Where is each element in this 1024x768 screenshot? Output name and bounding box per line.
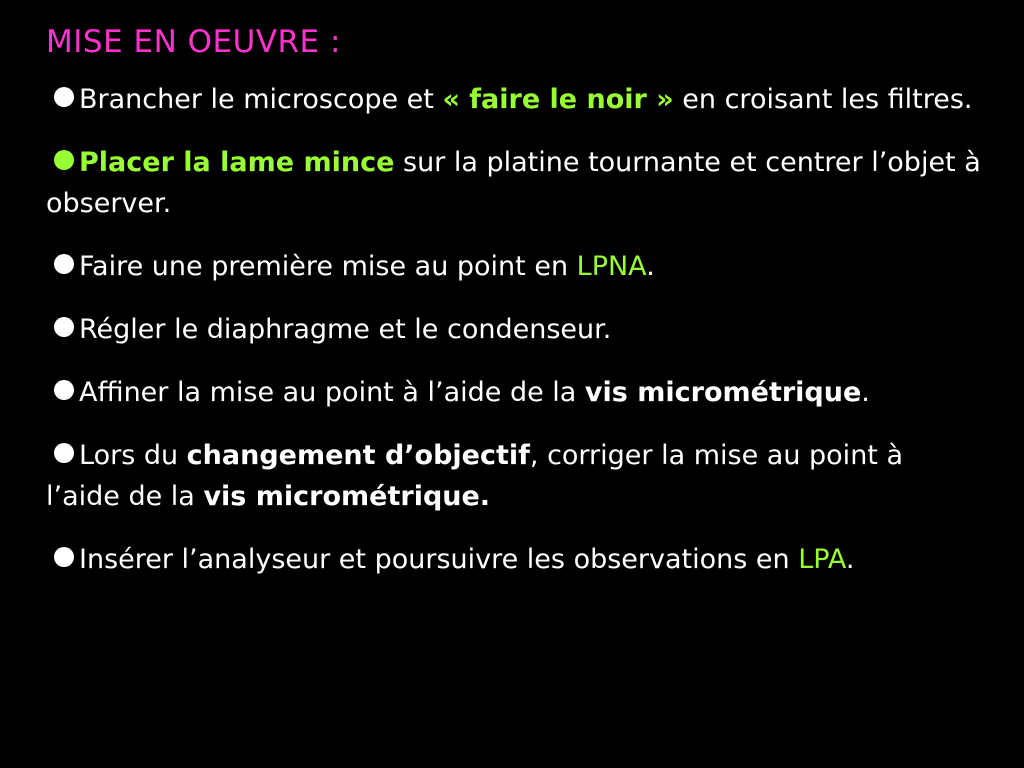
bullet-text-segment: vis micrométrique. — [203, 481, 491, 512]
bullet-item — [46, 435, 984, 517]
slide-title: MISE EN OEUVRE : — [46, 24, 341, 60]
bullet-item — [46, 539, 984, 580]
bullet-text-segment: sur la platine tournante et centrer l’objet à observer. — [46, 147, 981, 219]
bullet-dot-icon — [54, 380, 74, 400]
bullet-text-segment: LPNA — [576, 251, 647, 282]
bullet-item — [46, 246, 984, 287]
bullet-text-segment: Brancher le microscope et — [79, 84, 443, 115]
bullet-text-segment: Faire une première mise au point en — [79, 251, 577, 282]
bullet-dot-icon — [54, 443, 74, 463]
bullet-text-segment: Placer la lame mince — [79, 147, 395, 178]
bullet-dot-icon — [54, 150, 74, 170]
bullet-text-segment: « faire le noir » — [442, 84, 674, 115]
bullet-text-segment: Insérer l’analyseur et poursuivre les observations en — [79, 544, 799, 575]
bullet-text-segment: Affiner la mise au point à l’aide de la — [79, 377, 585, 408]
bullet-text-segment: . — [861, 377, 870, 408]
bullet-dot-icon — [54, 87, 74, 107]
bullet-item — [46, 79, 984, 120]
bullet-text-segment: . — [646, 251, 655, 282]
bullet-text-segment: LPA — [798, 544, 846, 575]
bullet-text-segment: Lors du — [79, 440, 187, 471]
bullet-text-segment: Régler le diaphragme et le condenseur. — [79, 314, 612, 345]
bullet-text-segment: en croisant les filtres. — [673, 84, 973, 115]
bullet-item — [46, 309, 984, 350]
bullet-text-segment: . — [845, 544, 855, 575]
bullet-text-segment: , corriger la mise au point à l’aide de la — [46, 440, 904, 512]
bullet-dot-icon — [54, 547, 74, 567]
bullet-dot-icon — [54, 317, 74, 337]
bullet-text-segment: changement d’objectif — [186, 440, 530, 471]
bullet-dot-icon — [54, 254, 74, 274]
bullet-item — [46, 372, 984, 413]
bullet-text-segment: vis micrométrique — [584, 377, 862, 408]
bullet-list — [46, 79, 984, 580]
bullet-item — [46, 142, 984, 224]
